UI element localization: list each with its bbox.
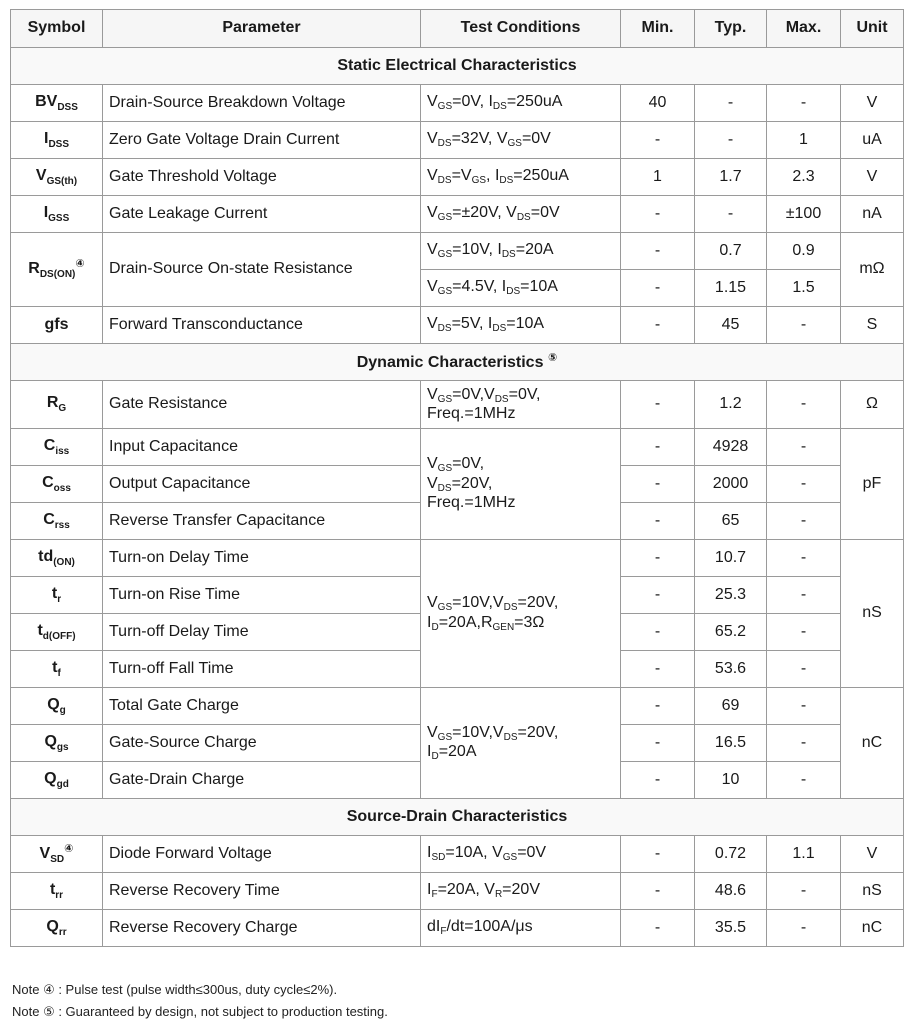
cond-subscript: GS <box>471 175 487 187</box>
table-row <box>11 836 904 873</box>
header-unit: Unit <box>841 10 904 48</box>
typ-cell: 1.2 <box>695 381 767 429</box>
footnote-5: Note ⑤ : Guaranteed by design, not subject to production testing. <box>12 1004 388 1019</box>
cond-text: =0V, <box>452 455 485 473</box>
cond-text: dI <box>427 918 441 936</box>
condition-cell <box>421 196 621 233</box>
parameter-cell: Gate-Source Charge <box>103 725 421 762</box>
parameter-cell: Turn-on Delay Time <box>103 540 421 577</box>
max-cell: 0.9 <box>767 233 841 270</box>
symbol-text: Q <box>47 695 60 713</box>
section-static-title: Static Electrical Characteristics <box>11 48 904 85</box>
symbol-text: I <box>43 203 49 221</box>
condition-cell <box>421 910 621 947</box>
cond-text: =250uA <box>513 167 569 185</box>
cond-subscript: SD <box>431 852 446 864</box>
condition-cell <box>421 85 621 122</box>
cond-text: =0V,V <box>452 385 495 403</box>
header-min: Min. <box>621 10 695 48</box>
symbol-cell <box>11 503 103 540</box>
footnote-4: Note ④ : Pulse test (pulse width≤300us, duty cycle≤2%). <box>12 982 338 997</box>
cond-text: =0V, I <box>452 93 493 111</box>
cond-subscript: DS <box>516 212 531 224</box>
cond-subscript: GS <box>507 138 522 150</box>
cond-text: Freq.=1MHz <box>427 405 516 423</box>
symbol-text: V <box>39 844 51 862</box>
symbol-subscript: r <box>57 593 62 605</box>
unit-cell: uA <box>841 122 904 159</box>
cond-text: =32V, V <box>451 130 508 148</box>
unit-cell: nS <box>841 873 904 910</box>
max-cell: - <box>767 910 841 947</box>
note-marker: ⑤ <box>547 351 558 364</box>
symbol-cell <box>11 577 103 614</box>
section-row <box>11 48 904 85</box>
parameter-cell: Turn-on Rise Time <box>103 577 421 614</box>
symbol-text: Q <box>44 769 57 787</box>
max-cell: 1.5 <box>767 270 841 307</box>
cond-subscript: F <box>440 926 447 938</box>
typ-cell: 4928 <box>695 429 767 466</box>
condition-cell <box>421 122 621 159</box>
note-marker: ④ <box>75 258 85 271</box>
section-source-drain-title: Source-Drain Characteristics <box>11 799 904 836</box>
max-cell: - <box>767 429 841 466</box>
cond-subscript: GS <box>437 463 453 475</box>
min-cell: - <box>621 503 695 540</box>
max-cell: - <box>767 873 841 910</box>
max-cell: - <box>767 307 841 344</box>
symbol-cell <box>11 873 103 910</box>
cond-text: =10A <box>520 278 558 296</box>
cond-subscript: GEN <box>492 621 515 633</box>
typ-cell: 65.2 <box>695 614 767 651</box>
cond-text: =0V, <box>508 385 541 403</box>
symbol-cell <box>11 836 103 873</box>
min-cell: - <box>621 429 695 466</box>
parameter-cell: Drain-Source Breakdown Voltage <box>103 85 421 122</box>
cond-text: I <box>427 881 432 899</box>
cond-text: =20V, <box>451 474 493 492</box>
cond-subscript: DS <box>437 175 452 187</box>
min-cell: - <box>621 466 695 503</box>
max-cell: - <box>767 762 841 799</box>
cond-subscript: DS <box>437 138 452 150</box>
min-cell: - <box>621 122 695 159</box>
unit-cell: S <box>841 307 904 344</box>
parameter-cell: Reverse Transfer Capacitance <box>103 503 421 540</box>
condition-cell <box>421 429 621 540</box>
parameter-cell: Turn-off Fall Time <box>103 651 421 688</box>
cond-text: =20A, V <box>437 881 495 899</box>
typ-cell: - <box>695 85 767 122</box>
max-cell: - <box>767 651 841 688</box>
unit-cell: V <box>841 85 904 122</box>
unit-cell: nS <box>841 540 904 688</box>
symbol-text: t <box>52 658 58 676</box>
header-max: Max. <box>767 10 841 48</box>
symbol-cell <box>11 233 103 307</box>
table-row <box>11 873 904 910</box>
symbol-text: I <box>43 129 49 147</box>
section-row <box>11 344 904 381</box>
min-cell: - <box>621 540 695 577</box>
typ-cell: 10.7 <box>695 540 767 577</box>
typ-cell: 0.7 <box>695 233 767 270</box>
max-cell: - <box>767 725 841 762</box>
typ-cell: 45 <box>695 307 767 344</box>
symbol-text: t <box>49 880 56 898</box>
cond-text: =20A <box>515 241 554 259</box>
electrical-characteristics-table <box>10 9 904 947</box>
symbol-text: Q <box>46 917 59 935</box>
table-row <box>11 688 904 725</box>
symbol-cell <box>11 122 103 159</box>
symbol-subscript: d(OFF) <box>42 630 76 642</box>
symbol-subscript: GSS <box>48 212 70 224</box>
symbol-text: C <box>43 510 55 528</box>
symbol-cell <box>11 85 103 122</box>
cond-text: =20A,R <box>438 613 493 631</box>
cond-text: =10V,V <box>452 723 504 741</box>
cond-text: =4.5V, I <box>452 278 507 296</box>
cond-subscript: DS <box>499 175 514 187</box>
min-cell: - <box>621 836 695 873</box>
condition-cell <box>421 540 621 688</box>
symbol-text: C <box>43 436 56 454</box>
unit-cell: nC <box>841 910 904 947</box>
min-cell: - <box>621 614 695 651</box>
cond-text: =20V, <box>517 723 559 741</box>
parameter-cell: Reverse Recovery Charge <box>103 910 421 947</box>
cond-text: V <box>427 93 438 111</box>
cond-text: V <box>427 594 438 611</box>
cond-text: =10A, V <box>445 844 503 862</box>
symbol-text: BV <box>35 92 58 110</box>
symbol-subscript: GS(th) <box>46 175 78 187</box>
typ-cell: 0.72 <box>695 836 767 873</box>
symbol-subscript: DSS <box>48 138 69 150</box>
min-cell: - <box>621 725 695 762</box>
cond-subscript: DS <box>506 286 521 298</box>
condition-cell <box>421 836 621 873</box>
parameter-cell: Gate-Drain Charge <box>103 762 421 799</box>
header-parameter: Parameter <box>103 10 421 48</box>
min-cell: 1 <box>621 159 695 196</box>
header-symbol: Symbol <box>11 10 103 48</box>
parameter-cell: Input Capacitance <box>103 429 421 466</box>
cond-text: =0V <box>530 204 560 222</box>
note-marker: ④ <box>64 842 74 855</box>
condition-cell <box>421 307 621 344</box>
parameter-cell: Total Gate Charge <box>103 688 421 725</box>
table-row <box>11 910 904 947</box>
max-cell: - <box>767 614 841 651</box>
unit-cell: V <box>841 836 904 873</box>
table-row <box>11 122 904 159</box>
cond-subscript: GS <box>437 212 453 224</box>
symbol-subscript: oss <box>53 482 71 494</box>
symbol-subscript: f <box>57 667 61 679</box>
cond-text: I <box>427 844 432 862</box>
symbol-subscript: rr <box>58 926 67 938</box>
symbol-cell <box>11 381 103 429</box>
cond-text: =10A <box>506 315 545 333</box>
cond-text: V <box>427 455 438 473</box>
unit-cell: nA <box>841 196 904 233</box>
condition-cell <box>421 873 621 910</box>
min-cell: 40 <box>621 85 695 122</box>
condition-cell <box>421 688 621 799</box>
max-cell: - <box>767 85 841 122</box>
cond-text: =±20V, V <box>452 204 517 222</box>
header-typ: Typ. <box>695 10 767 48</box>
cond-text: , I <box>486 167 500 185</box>
symbol-subscript: iss <box>55 445 70 457</box>
parameter-cell: Gate Resistance <box>103 381 421 429</box>
cond-subscript: DS <box>492 323 507 335</box>
cond-text: I <box>427 743 432 760</box>
min-cell: - <box>621 381 695 429</box>
min-cell: - <box>621 688 695 725</box>
cond-text: =0V <box>517 844 547 862</box>
symbol-text: Q <box>44 732 57 750</box>
section-row <box>11 799 904 836</box>
symbol-cell <box>11 159 103 196</box>
cond-text: =10V,V <box>452 594 504 611</box>
cond-subscript: DS <box>501 249 516 261</box>
unit-cell: mΩ <box>841 233 904 307</box>
symbol-subscript: gs <box>56 741 69 753</box>
section-title-text: Dynamic Characteristics <box>356 353 544 371</box>
typ-cell: 48.6 <box>695 873 767 910</box>
condition-cell <box>421 159 621 196</box>
min-cell: - <box>621 196 695 233</box>
min-cell: - <box>621 762 695 799</box>
cond-subscript: GS <box>502 852 518 864</box>
symbol-subscript: G <box>58 403 67 415</box>
cond-text: =250uA <box>506 93 563 111</box>
max-cell: - <box>767 688 841 725</box>
parameter-cell: Turn-off Delay Time <box>103 614 421 651</box>
condition-cell <box>421 381 621 429</box>
cond-text: V <box>427 315 438 333</box>
cond-text: /dt=100A/μs <box>446 918 533 936</box>
symbol-text: t <box>51 584 58 602</box>
cond-subscript: GS <box>437 249 453 261</box>
parameter-cell: Diode Forward Voltage <box>103 836 421 873</box>
min-cell: - <box>621 910 695 947</box>
symbol-subscript: DS(ON) <box>39 269 76 281</box>
cond-text: V <box>427 474 438 492</box>
max-cell: 1 <box>767 122 841 159</box>
parameter-cell: Gate Leakage Current <box>103 196 421 233</box>
cond-subscript: GS <box>437 101 453 113</box>
min-cell: - <box>621 307 695 344</box>
max-cell: - <box>767 466 841 503</box>
cond-text: =V <box>451 167 472 185</box>
max-cell: - <box>767 381 841 429</box>
min-cell: - <box>621 577 695 614</box>
cond-subscript: GS <box>437 731 453 743</box>
min-cell: - <box>621 651 695 688</box>
symbol-cell <box>11 429 103 466</box>
cond-subscript: GS <box>437 286 453 298</box>
symbol-cell: gfs <box>11 307 103 344</box>
cond-text: V <box>427 130 438 148</box>
table-row <box>11 307 904 344</box>
symbol-cell <box>11 540 103 577</box>
unit-cell: nC <box>841 688 904 799</box>
cond-text: I <box>427 613 432 631</box>
typ-cell: 35.5 <box>695 910 767 947</box>
cond-subscript: D <box>431 621 439 633</box>
cond-subscript: DS <box>437 482 452 494</box>
cond-text: =10V, I <box>452 241 502 259</box>
typ-cell: 10 <box>695 762 767 799</box>
cond-text: V <box>427 241 438 259</box>
typ-cell: 53.6 <box>695 651 767 688</box>
symbol-subscript: DSS <box>57 101 78 113</box>
symbol-cell <box>11 725 103 762</box>
min-cell: - <box>621 233 695 270</box>
cond-subscript: D <box>431 751 439 762</box>
parameter-cell: Gate Threshold Voltage <box>103 159 421 196</box>
cond-subscript: DS <box>437 323 452 335</box>
symbol-subscript: rr <box>55 889 64 901</box>
symbol-text: td <box>38 547 54 565</box>
footnotes <box>12 979 388 1023</box>
max-cell: - <box>767 503 841 540</box>
parameter-cell: Forward Transconductance <box>103 307 421 344</box>
cond-subscript: DS <box>494 393 509 405</box>
symbol-subscript: gd <box>56 778 69 790</box>
cond-text: V <box>427 204 438 222</box>
typ-cell: 25.3 <box>695 577 767 614</box>
max-cell: - <box>767 540 841 577</box>
cond-text: V <box>427 723 438 741</box>
symbol-cell <box>11 651 103 688</box>
table-row <box>11 381 904 429</box>
symbol-cell <box>11 910 103 947</box>
cond-text: =20V, <box>517 594 559 611</box>
typ-cell: 1.15 <box>695 270 767 307</box>
symbol-text: t <box>37 621 43 639</box>
symbol-subscript: (ON) <box>53 556 75 568</box>
typ-cell: 1.7 <box>695 159 767 196</box>
cond-text: V <box>427 385 438 403</box>
typ-cell: 2000 <box>695 466 767 503</box>
min-cell: - <box>621 270 695 307</box>
typ-cell: - <box>695 122 767 159</box>
cond-text: =20A <box>438 743 477 760</box>
cond-subscript: DS <box>492 101 507 113</box>
symbol-text: C <box>42 473 54 491</box>
parameter-cell: Zero Gate Voltage Drain Current <box>103 122 421 159</box>
cond-subscript: GS <box>437 602 453 613</box>
parameter-cell: Reverse Recovery Time <box>103 873 421 910</box>
unit-cell: pF <box>841 429 904 540</box>
min-cell: - <box>621 873 695 910</box>
typ-cell: 65 <box>695 503 767 540</box>
cond-text: =3Ω <box>514 613 545 631</box>
typ-cell: 16.5 <box>695 725 767 762</box>
parameter-cell: Output Capacitance <box>103 466 421 503</box>
cond-text: V <box>427 278 438 296</box>
cond-text: =5V, I <box>451 315 493 333</box>
header-row <box>11 10 904 48</box>
header-test-conditions: Test Conditions <box>421 10 621 48</box>
typ-cell: 69 <box>695 688 767 725</box>
cond-subscript: F <box>431 889 438 901</box>
table-row <box>11 429 904 466</box>
condition-cell <box>421 270 621 307</box>
unit-cell: V <box>841 159 904 196</box>
table-row <box>11 159 904 196</box>
symbol-subscript: g <box>59 704 66 716</box>
max-cell: 2.3 <box>767 159 841 196</box>
cond-text: =0V <box>521 130 551 148</box>
symbol-cell <box>11 688 103 725</box>
symbol-text: V <box>35 166 47 184</box>
typ-cell: - <box>695 196 767 233</box>
condition-cell <box>421 233 621 270</box>
symbol-subscript: rss <box>54 519 70 531</box>
symbol-cell <box>11 762 103 799</box>
section-dynamic-title <box>11 344 904 381</box>
symbol-text: R <box>28 260 40 278</box>
cond-subscript: DS <box>503 731 518 743</box>
cond-text: Freq.=1MHz <box>427 494 516 512</box>
max-cell: ±100 <box>767 196 841 233</box>
table-row <box>11 196 904 233</box>
table-row <box>11 233 904 270</box>
cond-text: V <box>427 167 438 185</box>
symbol-text: R <box>46 394 59 412</box>
cond-text: =20V <box>502 881 540 899</box>
cond-subscript: R <box>494 889 503 901</box>
parameter-cell: Drain-Source On-state Resistance <box>103 233 421 307</box>
unit-cell: Ω <box>841 381 904 429</box>
max-cell: - <box>767 577 841 614</box>
table-row <box>11 540 904 577</box>
symbol-cell <box>11 614 103 651</box>
symbol-cell <box>11 196 103 233</box>
max-cell: 1.1 <box>767 836 841 873</box>
symbol-cell <box>11 466 103 503</box>
cond-subscript: DS <box>503 602 518 613</box>
table-row <box>11 85 904 122</box>
cond-subscript: GS <box>437 393 453 405</box>
symbol-subscript: SD <box>50 853 65 865</box>
